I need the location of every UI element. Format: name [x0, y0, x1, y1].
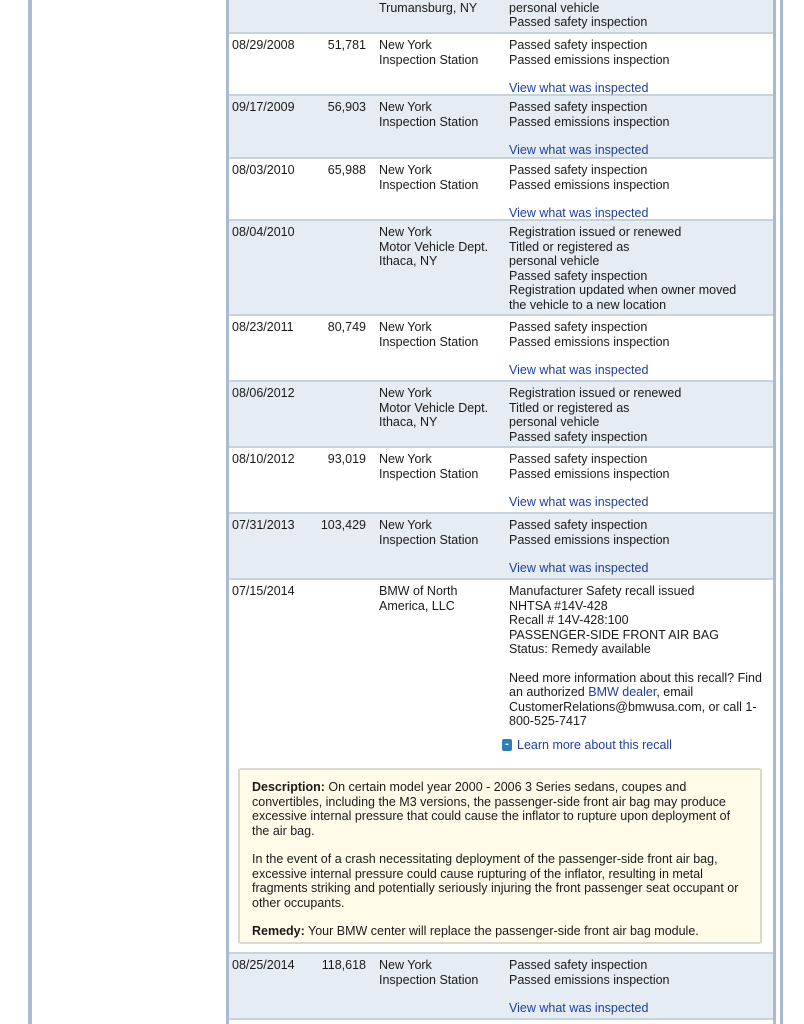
source-cell	[379, 38, 504, 67]
source-line: New York	[379, 100, 432, 114]
source-line: Inspection Station	[379, 177, 479, 192]
view-inspected-link[interactable]: View what was inspected	[509, 363, 649, 377]
view-inspected-link[interactable]: View what was inspected	[509, 1001, 649, 1015]
recall-row	[229, 580, 773, 954]
detail-line: Passed safety inspection	[509, 38, 648, 52]
date-cell: 07/31/2013	[232, 518, 295, 532]
detail-line: Passed safety inspection	[509, 452, 648, 466]
date-cell: 08/06/2012	[232, 386, 295, 400]
details-cell	[509, 958, 767, 1016]
view-inspected-link[interactable]: View what was inspected	[509, 561, 649, 575]
detail-line: Registration issued or renewed	[509, 225, 682, 239]
source-line: New York	[379, 38, 432, 52]
source-line: New York	[379, 958, 432, 972]
date-cell: 09/17/2009	[232, 100, 295, 114]
detail-line: Passed safety inspection	[509, 15, 648, 29]
details-cell	[509, 584, 767, 729]
detail-line: Passed emissions inspection	[509, 466, 670, 481]
source-line: New York	[379, 452, 432, 466]
remedy-label: Remedy:	[252, 924, 305, 938]
source-line: Inspection Station	[379, 972, 479, 987]
source-line: Trumansburg, NY	[379, 0, 478, 15]
remedy-text: Your BMW center will replace the passenger-side front air bag module.	[304, 924, 699, 938]
odometer-cell: 51,781	[327, 38, 366, 52]
source-cell	[379, 958, 504, 987]
page-frame-right	[780, 0, 783, 1024]
history-row	[229, 221, 773, 316]
view-inspected-link[interactable]: View what was inspected	[509, 206, 649, 220]
detail-line: Passed emissions inspection	[509, 52, 670, 67]
source-line: New York	[379, 163, 432, 177]
vehicle-history-table	[226, 0, 776, 1024]
source-cell	[379, 518, 504, 547]
page-frame-left	[28, 0, 32, 1024]
detail-line: Status: Remedy available	[509, 642, 651, 656]
learn-more-toggle[interactable]	[502, 738, 767, 752]
source-line: Inspection Station	[379, 52, 479, 67]
details-cell	[509, 386, 767, 444]
contact-text: Need more information about this recall? Find an authorized	[509, 670, 762, 699]
detail-line: personal vehicle	[509, 415, 600, 429]
source-line: Motor Vehicle Dept.	[379, 400, 489, 415]
source-line: Inspection Station	[379, 114, 479, 129]
source-cell	[379, 320, 504, 349]
detail-line: Passed emissions inspection	[509, 177, 670, 192]
history-row	[229, 159, 773, 221]
history-row	[229, 96, 773, 159]
details-cell	[509, 163, 767, 221]
history-row	[229, 316, 773, 382]
remedy-paragraph	[252, 924, 748, 939]
learn-more-link[interactable]: Learn more about this recall	[517, 738, 672, 752]
history-row	[229, 954, 773, 1020]
details-cell	[509, 518, 767, 576]
history-row	[229, 382, 773, 448]
source-cell	[379, 225, 504, 269]
source-line: Inspection Station	[379, 466, 479, 481]
source-line: BMW of North	[379, 584, 458, 598]
source-line: New York	[379, 386, 432, 400]
odometer-cell: 103,429	[320, 518, 366, 532]
history-row	[229, 0, 773, 34]
history-row	[229, 34, 773, 96]
details-cell	[509, 452, 767, 510]
detail-line: Passed safety inspection	[509, 429, 648, 444]
detail-line: Passed emissions inspection	[509, 972, 670, 987]
odometer-cell: 56,903	[327, 100, 366, 114]
contact-text: , email CustomerRelations@bmwusa.com, or call 1-800-525-7417	[509, 685, 757, 728]
detail-line: Passed safety inspection	[509, 518, 648, 532]
source-line: New York	[379, 518, 432, 532]
source-cell	[379, 0, 504, 15]
description-label: Description:	[252, 780, 325, 794]
detail-line: personal vehicle	[509, 254, 600, 268]
detail-line: Registration issued or renewed	[509, 386, 682, 400]
odometer-cell: 65,988	[327, 163, 366, 177]
source-cell	[379, 100, 504, 129]
detail-line: Passed safety inspection	[509, 320, 648, 334]
bmw-dealer-link[interactable]: BMW dealer	[588, 685, 657, 699]
source-line: Ithaca, NY	[379, 415, 438, 429]
detail-line: the vehicle to a new location	[509, 297, 667, 312]
details-cell	[509, 320, 767, 378]
collapse-icon: -	[502, 739, 512, 751]
detail-line: Recall # 14V-428:100	[509, 613, 629, 627]
source-line: New York	[379, 320, 432, 334]
date-cell: 08/10/2012	[232, 452, 295, 466]
source-cell	[379, 386, 504, 430]
view-inspected-link[interactable]: View what was inspected	[509, 143, 649, 157]
details-cell	[509, 0, 767, 30]
detail-line: Manufacturer Safety recall issued	[509, 584, 695, 598]
detail-line: Titled or registered as	[509, 400, 630, 415]
detail-line: Registration updated when owner moved	[509, 283, 737, 297]
detail-line: PASSENGER-SIDE FRONT AIR BAG	[509, 627, 719, 642]
recall-contact-info	[509, 671, 765, 729]
detail-line: Passed safety inspection	[509, 268, 648, 283]
date-cell: 08/29/2008	[232, 38, 295, 52]
view-inspected-link[interactable]: View what was inspected	[509, 81, 649, 95]
details-cell	[509, 100, 767, 158]
detail-line: personal vehicle	[509, 0, 600, 15]
description-text: On certain model year 2000 - 2006 3 Series sedans, coupes and convertibles, including the M3 versions, the passenger-side front air bag may produce excessive internal pressure that could cause the inflator to rupture upon deployment of the air bag.	[252, 780, 731, 838]
history-row	[229, 448, 773, 514]
detail-line: Titled or registered as	[509, 239, 630, 254]
date-cell: 08/03/2010	[232, 163, 295, 177]
recall-description-box	[238, 768, 762, 944]
description-paragraph: In the event of a crash necessitating deployment of the passenger-side front air bag, excessive internal pressure could cause rupturing of the inflator, resulting in metal fragments striking and potentially seriously injuring the front passenger seat occupant or other occupants.	[252, 852, 739, 910]
detail-line: Passed safety inspection	[509, 100, 648, 114]
date-cell: 08/25/2014	[232, 958, 295, 972]
odometer-cell: 93,019	[327, 452, 366, 466]
view-inspected-link[interactable]: View what was inspected	[509, 495, 649, 509]
details-cell	[509, 225, 767, 312]
description-paragraph	[252, 780, 748, 838]
odometer-cell: 80,749	[327, 320, 366, 334]
detail-line: NHTSA #14V-428	[509, 598, 608, 613]
source-line: Motor Vehicle Dept.	[379, 239, 489, 254]
details-cell	[509, 38, 767, 96]
source-line: Inspection Station	[379, 334, 479, 349]
detail-line: Passed safety inspection	[509, 958, 648, 972]
date-cell: 08/23/2011	[232, 320, 294, 334]
source-cell	[379, 163, 504, 192]
history-row	[229, 514, 773, 580]
odometer-cell: 118,618	[321, 958, 366, 972]
detail-line: Passed safety inspection	[509, 163, 648, 177]
date-cell: 07/15/2014	[232, 584, 295, 598]
source-cell	[379, 452, 504, 481]
detail-line: Passed emissions inspection	[509, 532, 670, 547]
source-line: Ithaca, NY	[379, 254, 438, 268]
detail-line: Passed emissions inspection	[509, 334, 670, 349]
source-line: Inspection Station	[379, 532, 479, 547]
source-cell	[379, 584, 504, 613]
detail-line: Passed emissions inspection	[509, 114, 670, 129]
source-line: New York	[379, 225, 432, 239]
date-cell: 08/04/2010	[232, 225, 295, 239]
source-line: America, LLC	[379, 598, 455, 613]
